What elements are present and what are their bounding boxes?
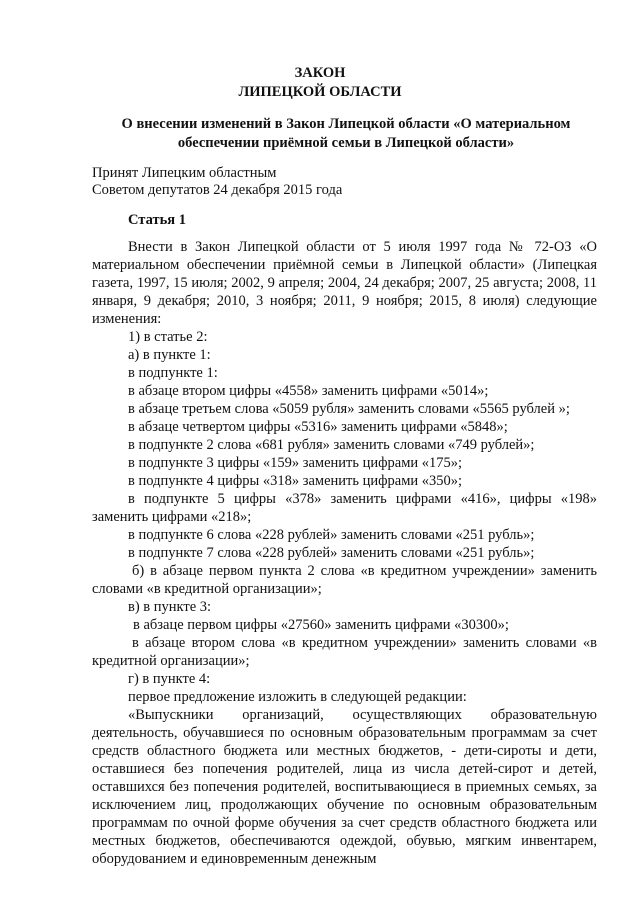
item-line: в абзаце третьем слова «5059 рубля» заменить словами «5565 рублей »; [128, 401, 570, 417]
item-line: в абзаце четвертом цифры «5316» заменить цифрами «5848»; [128, 419, 508, 435]
adoption-note-line1: Принят Липецким областным [92, 165, 277, 181]
item-line: в подпункте 6 слова «228 рублей» заменить словами «251 рубль»; [128, 527, 535, 543]
law-subtitle: О внесении изменений в Закон Липецкой области «О материальном обеспечении приёмной семьи в Липецкой области» [121, 116, 571, 151]
article-heading: Статья 1 [128, 212, 186, 228]
item-line: б) в абзаце первом пункта 2 слова «в кредитном учреждении» заменить словами «в кредитной организации»; [92, 563, 597, 597]
item-line: в подпункте 7 слова «228 рублей» заменить словами «251 рубль»; [128, 545, 535, 561]
item-line: г) в пункте 4: [128, 671, 211, 687]
adoption-note-line2: Советом депутатов 24 декабря 2015 года [92, 182, 343, 198]
item-line: в абзаце втором слова «в кредитном учреждении» заменить словами «в кредитной организации»; [92, 635, 597, 669]
item-line: а) в пункте 1: [128, 347, 211, 363]
item-line: в подпункте 2 слова «681 рубля» заменить словами «749 рублей»; [128, 437, 535, 453]
law-title-line2: ЛИПЕЦКОЙ ОБЛАСТИ [238, 84, 402, 100]
quoted-new-text: «Выпускники организаций, осуществляющих образовательную деятельность, обучавшиеся по основным образовательным программам за счет средств областного бюджета или местных бюджетов, - дети-сироты и дети, оставшиеся без попечения родителей, лица из числа детей-сирот и детей, оставшихся без попечения родителей, воспитывающиеся в приемных семьях, за исключением лиц, продолжающих обучение по основным образовательным программам по очной форме обучения за счет средств областного бюджета или местных бюджетов, обеспечиваются одеждой, обувью, мягким инвентарем, оборудованием и единовременным денежным [92, 707, 597, 867]
adoption-note [92, 165, 492, 199]
intro-paragraph: Внести в Закон Липецкой области от 5 июля 1997 года № 72-ОЗ «О материальном обеспечении приёмной семьи в Липецкой области» (Липецкая газета, 1997, 15 июля; 2002, 9 апреля; 2004, 24 декабря; 2007, 25 августа; 2008, 11 января, 9 декабря; 2010, 3 ноября; 2011, 9 ноября; 2015, 8 июля) следующие изменения: [92, 239, 597, 327]
item-line: в подпункте 4 цифры «318» заменить цифрами «350»; [128, 473, 463, 489]
item-line: в) в пункте 3: [128, 599, 212, 615]
item-line: в подпункте 5 цифры «378» заменить цифрами «416», цифры «198» заменить цифрами «218»; [92, 491, 597, 525]
item-line: первое предложение изложить в следующей редакции: [128, 689, 467, 705]
item-line: в подпункте 3 цифры «159» заменить цифрами «175»; [128, 455, 463, 471]
law-title-line1: ЗАКОН [294, 65, 346, 81]
item-line: в подпункте 1: [128, 365, 218, 381]
item-line: 1) в статье 2: [128, 329, 208, 345]
item-line: в абзаце втором цифры «4558» заменить цифрами «5014»; [128, 383, 489, 399]
intro-paragraph-container [92, 238, 597, 328]
item-line: в абзаце первом цифры «27560» заменить цифрами «30300»; [133, 617, 509, 633]
